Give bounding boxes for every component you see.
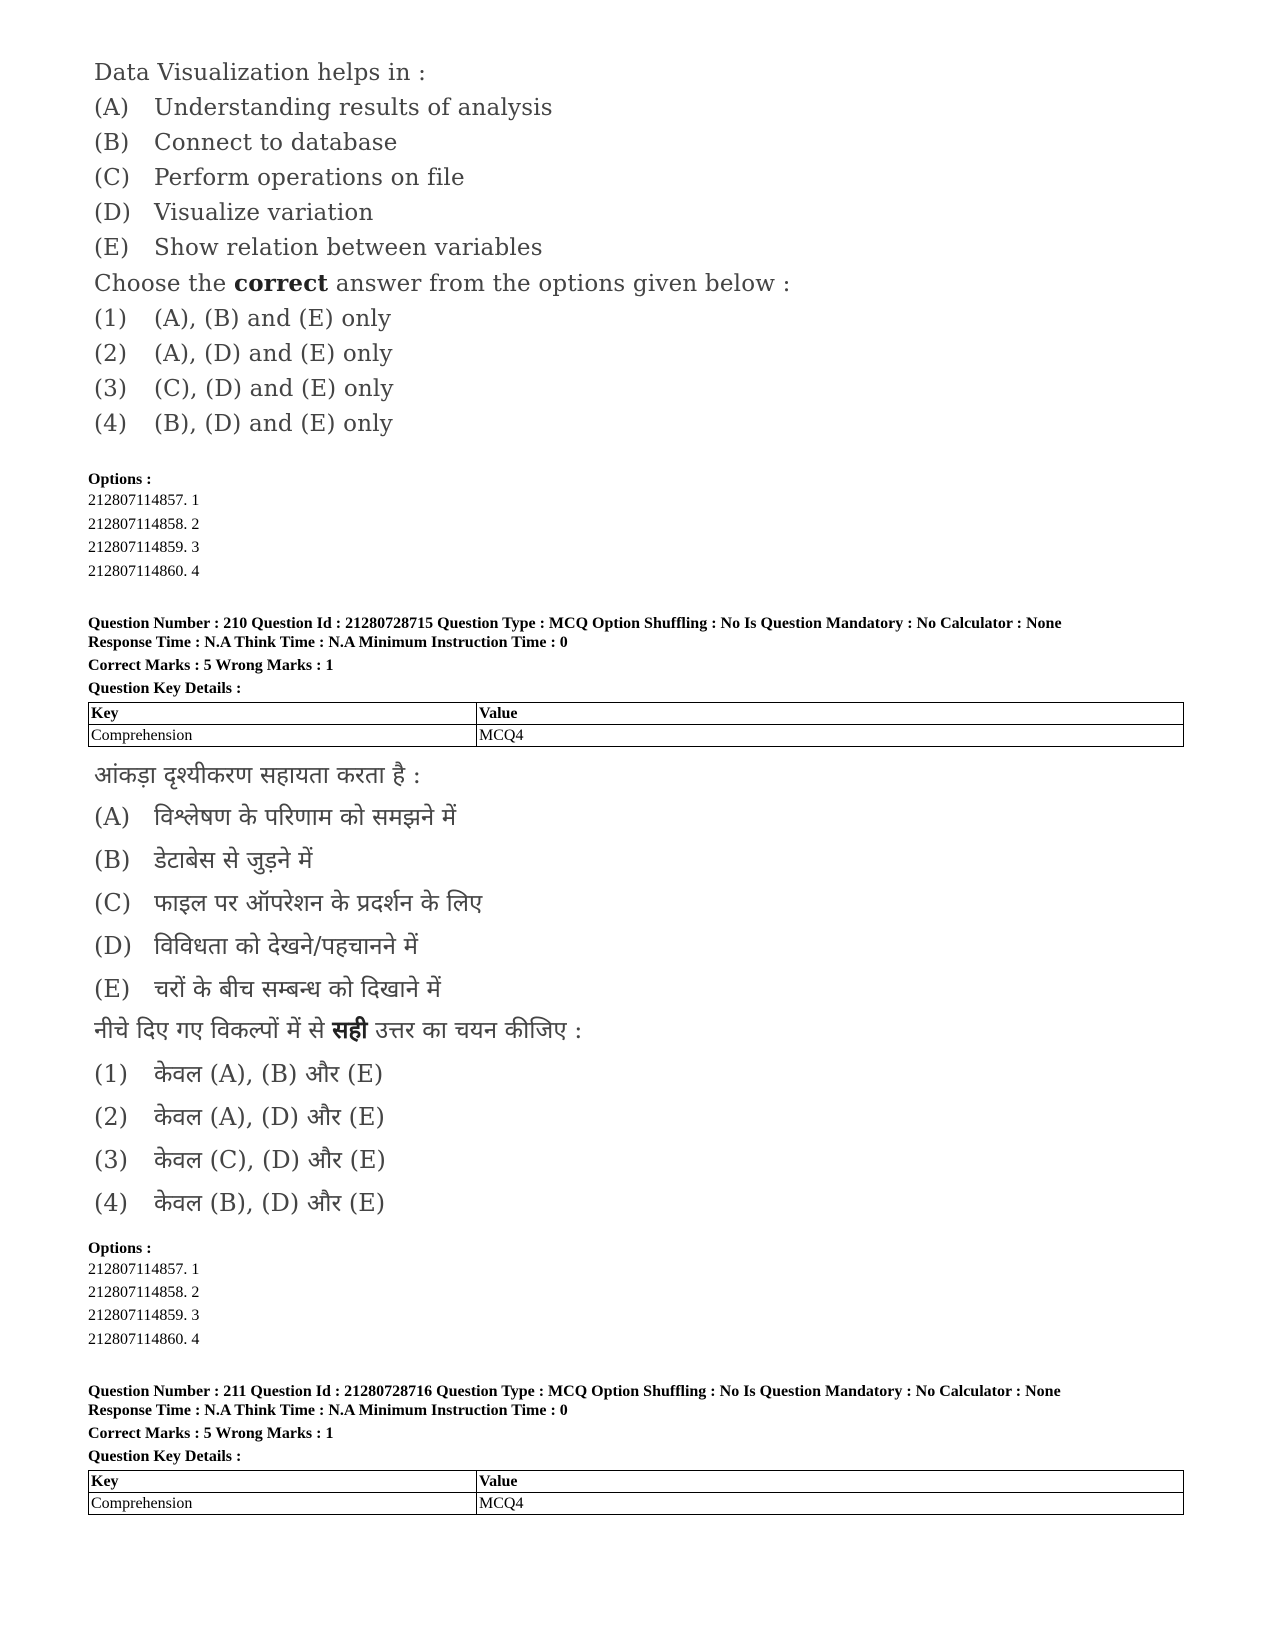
option-id-4: 212807114860. 4: [88, 1331, 200, 1348]
choose-text-pre: नीचे दिए गए विकल्पों में से: [94, 1016, 333, 1044]
question-stem: Data Visualization helps in :: [94, 60, 427, 86]
question-stem: आंकड़ा दृश्यीकरण सहायता करता है :: [94, 761, 421, 789]
answer-choice-3: [94, 1143, 386, 1176]
answer-text: (B), (D) and (E) only: [154, 411, 393, 437]
key-details-table: [88, 1470, 1184, 1515]
answer-text: केवल (B), (D) और (E): [154, 1189, 386, 1217]
statement-text: फाइल पर ऑपरेशन के प्रदर्शन के लिए: [154, 889, 483, 917]
answer-label: (2): [94, 1103, 128, 1131]
table-cell-key: Comprehension: [89, 1493, 477, 1515]
answer-choice-2: [94, 341, 393, 367]
statement-a: [94, 800, 456, 833]
table-row: [89, 725, 1184, 747]
statement-text: Visualize variation: [154, 200, 374, 226]
statement-label: (D): [94, 200, 131, 226]
table-cell-key: Comprehension: [89, 725, 477, 747]
statement-label: (A): [94, 803, 131, 831]
choose-text-post: answer from the options given below :: [328, 271, 791, 297]
option-id-3: 212807114859. 3: [88, 539, 200, 556]
statement-text: Connect to database: [154, 130, 398, 156]
choose-text-bold: correct: [234, 270, 329, 297]
option-id-1: 212807114857. 1: [88, 492, 200, 509]
answer-label: (1): [94, 306, 128, 332]
question-meta-line1: Question Number : 211 Question Id : 21280728716 Question Type : MCQ Option Shuffling : No Is Question Mandatory : No Calculator : None: [88, 1383, 1061, 1400]
choose-text-bold: सही: [332, 1015, 368, 1044]
statement-c: [94, 165, 465, 191]
options-heading: Options :: [88, 1240, 152, 1257]
statement-e: [94, 972, 441, 1005]
statement-text: चरों के बीच सम्बन्ध को दिखाने में: [154, 975, 441, 1003]
table-cell-value: MCQ4: [477, 725, 1184, 747]
option-id-4: 212807114860. 4: [88, 563, 200, 580]
answer-label: (2): [94, 341, 128, 367]
statement-b: [94, 130, 398, 156]
statement-text: विविधता को देखने/पहचानने में: [154, 932, 418, 960]
answer-text: (A), (D) and (E) only: [154, 341, 393, 367]
table-header-row: [89, 703, 1184, 725]
key-details-heading: Question Key Details :: [88, 680, 242, 697]
option-id-2: 212807114858. 2: [88, 1284, 200, 1301]
statement-text: Perform operations on file: [154, 165, 465, 191]
option-id-2: 212807114858. 2: [88, 516, 200, 533]
choose-text-post: उत्तर का चयन कीजिए :: [367, 1016, 583, 1044]
statement-label: (C): [94, 165, 131, 191]
answer-text: (A), (B) and (E) only: [154, 306, 392, 332]
answer-text: केवल (A), (D) और (E): [154, 1103, 385, 1131]
statement-e: [94, 235, 543, 261]
answer-label: (4): [94, 1189, 128, 1217]
statement-a: [94, 95, 553, 121]
table-header-row: [89, 1471, 1184, 1493]
statement-label: (B): [94, 846, 131, 874]
answer-choice-1: [94, 1057, 383, 1090]
statement-d: [94, 200, 373, 226]
statement-text: विश्लेषण के परिणाम को समझने में: [154, 803, 457, 831]
marks-line: Correct Marks : 5 Wrong Marks : 1: [88, 657, 334, 674]
choose-instruction: [94, 270, 791, 297]
key-details-table: [88, 702, 1184, 747]
choose-text-pre: Choose the: [94, 271, 235, 297]
statement-label: (A): [94, 95, 130, 121]
statement-label: (C): [94, 889, 132, 917]
statement-label: (E): [94, 975, 131, 1003]
option-id-1: 212807114857. 1: [88, 1261, 200, 1278]
question-meta-line1: Question Number : 210 Question Id : 21280728715 Question Type : MCQ Option Shuffling : No Is Question Mandatory : No Calculator : None: [88, 615, 1062, 632]
answer-label: (1): [94, 1060, 128, 1088]
table-header-key: Key: [89, 1471, 477, 1493]
question-meta-line2: Response Time : N.A Think Time : N.A Minimum Instruction Time : 0: [88, 634, 568, 651]
question-meta-line2: Response Time : N.A Think Time : N.A Minimum Instruction Time : 0: [88, 1402, 568, 1419]
options-heading: Options :: [88, 471, 152, 488]
statement-d: [94, 929, 418, 962]
answer-text: केवल (C), (D) और (E): [154, 1146, 386, 1174]
statement-label: (B): [94, 130, 130, 156]
choose-instruction: [94, 1013, 582, 1046]
statement-label: (E): [94, 235, 130, 261]
table-header-key: Key: [89, 703, 477, 725]
statement-text: डेटाबेस से जुड़ने में: [154, 846, 313, 874]
statement-text: Understanding results of analysis: [154, 95, 553, 121]
table-header-value: Value: [477, 1471, 1184, 1493]
answer-text: (C), (D) and (E) only: [154, 376, 394, 402]
answer-label: (3): [94, 376, 128, 402]
statement-text: Show relation between variables: [154, 235, 543, 261]
answer-choice-1: [94, 306, 391, 332]
key-details-heading: Question Key Details :: [88, 1448, 242, 1465]
statement-c: [94, 886, 482, 919]
table-row: [89, 1493, 1184, 1515]
table-cell-value: MCQ4: [477, 1493, 1184, 1515]
answer-label: (3): [94, 1146, 128, 1174]
table-header-value: Value: [477, 703, 1184, 725]
question-image-english: [94, 60, 854, 455]
question-image-hindi: [94, 758, 854, 1228]
answer-choice-4: [94, 411, 393, 437]
marks-line: Correct Marks : 5 Wrong Marks : 1: [88, 1425, 334, 1442]
option-id-3: 212807114859. 3: [88, 1307, 200, 1324]
answer-choice-3: [94, 376, 394, 402]
answer-choice-2: [94, 1100, 385, 1133]
answer-choice-4: [94, 1186, 385, 1219]
statement-label: (D): [94, 932, 132, 960]
statement-b: [94, 843, 313, 876]
answer-text: केवल (A), (B) और (E): [154, 1060, 384, 1088]
answer-label: (4): [94, 411, 128, 437]
